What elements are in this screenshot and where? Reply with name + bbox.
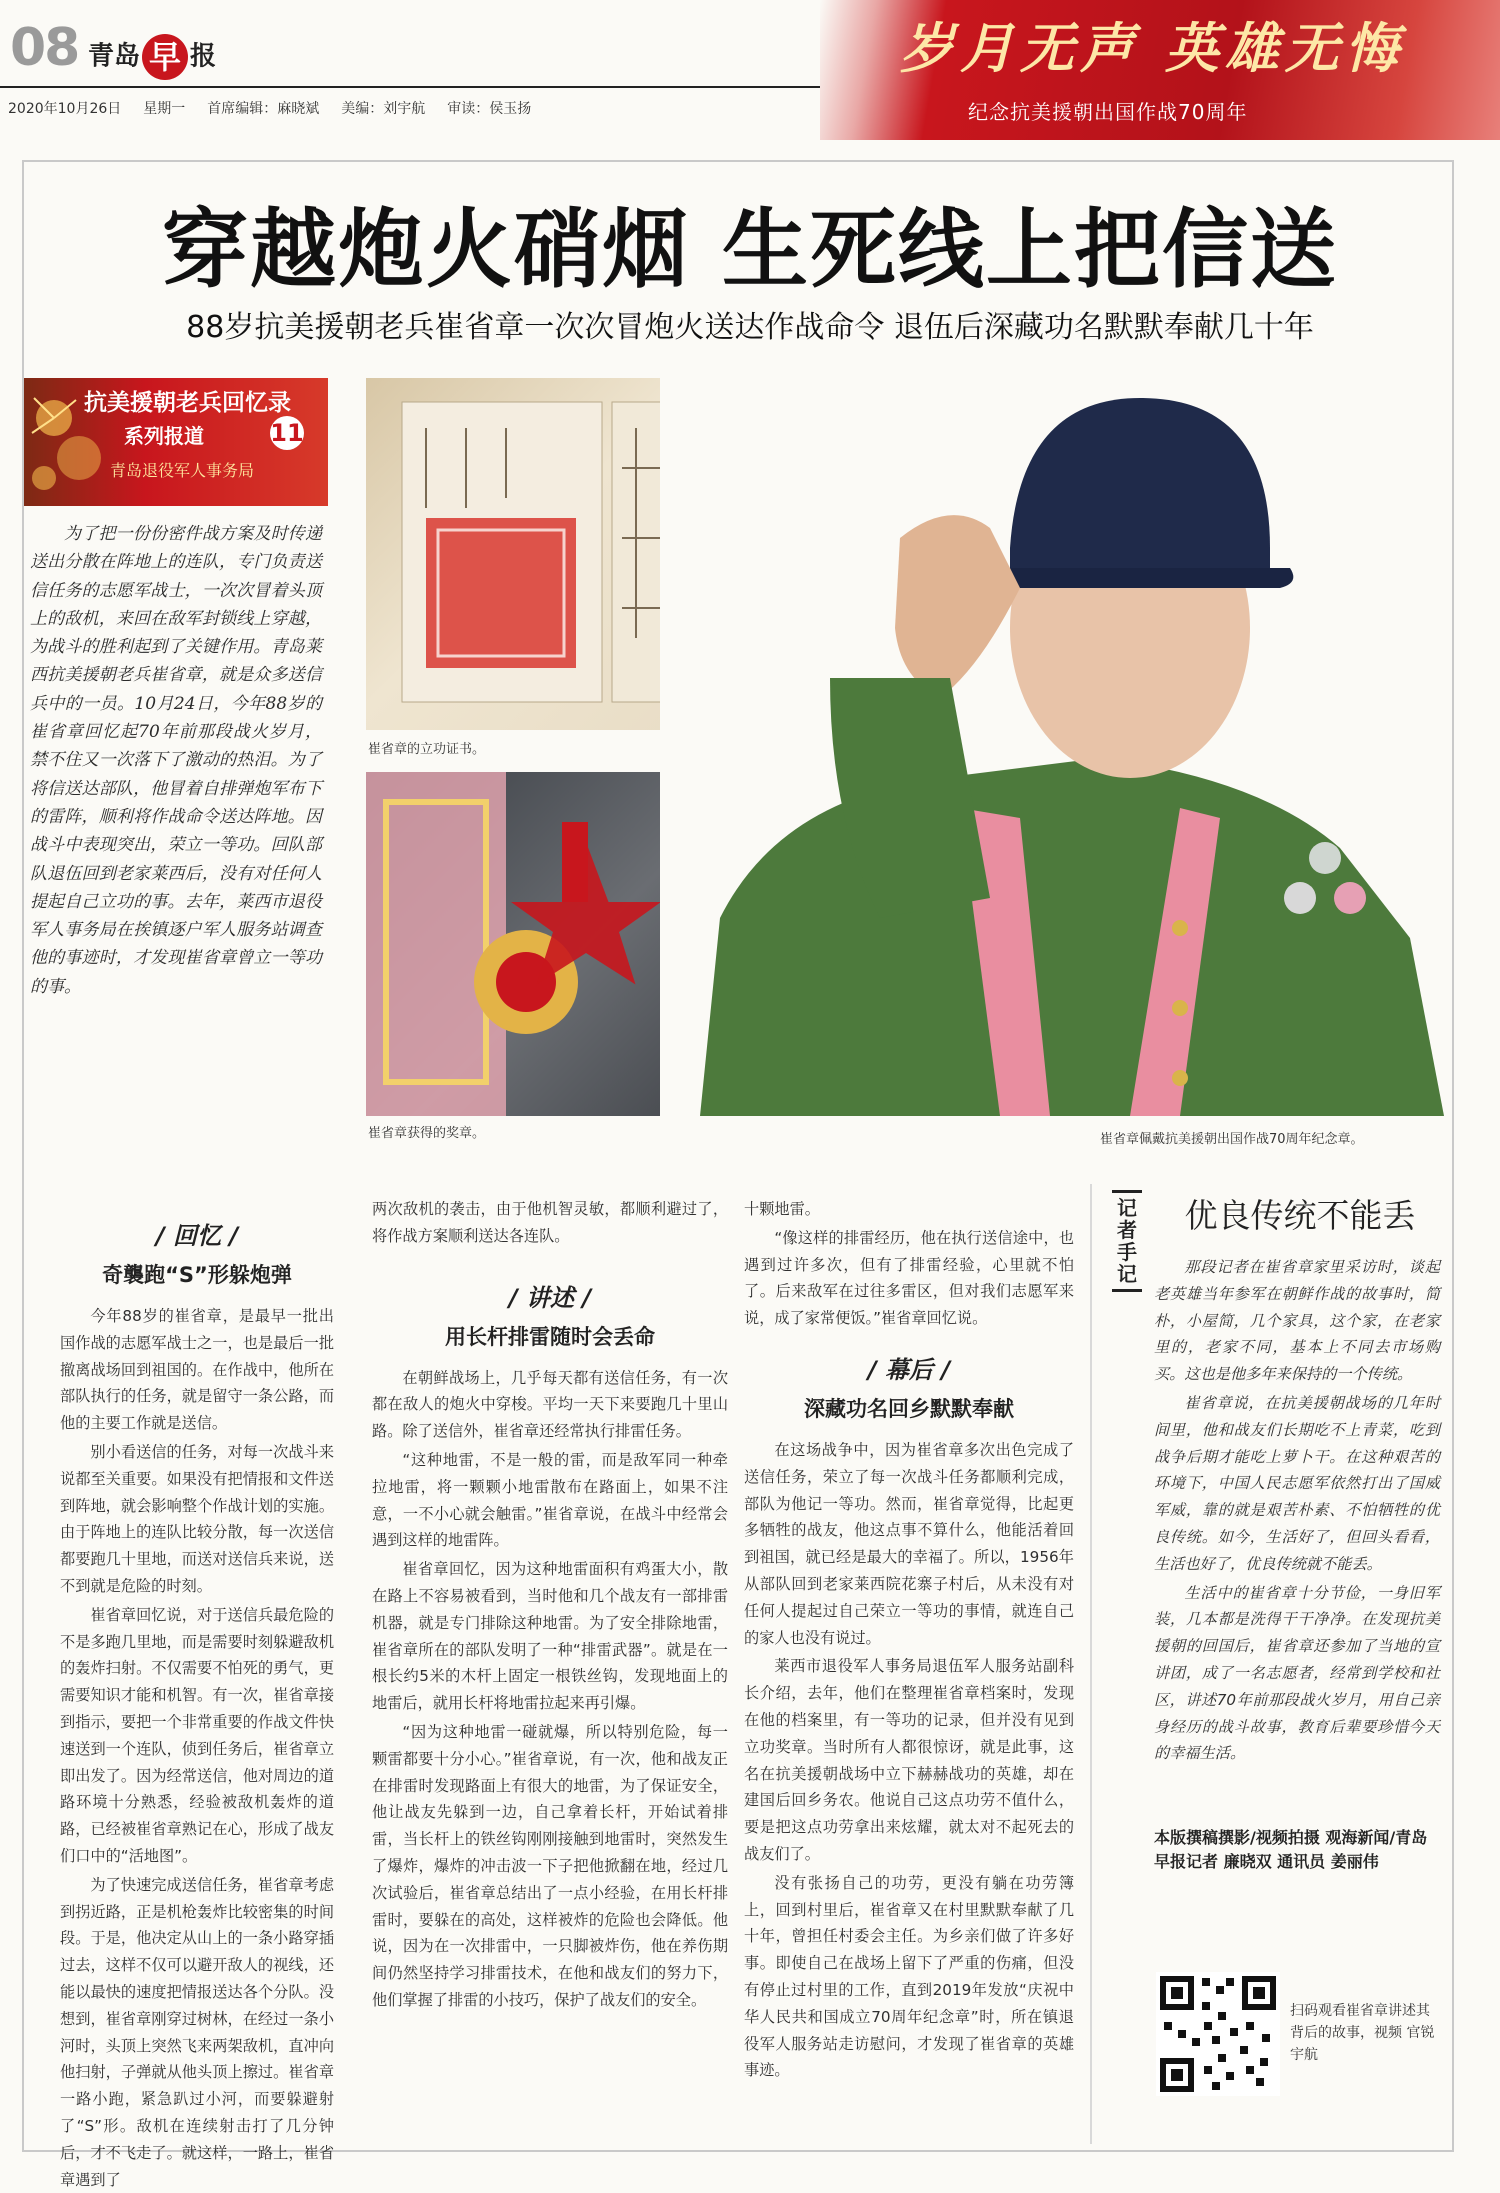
column-divider bbox=[1090, 1184, 1092, 2144]
intro-text: 为了把一份份密件战方案及时传递送出分散在阵地上的连队，专门负责送信任务的志愿军战士，一次次冒着头顶上的敌机，来回在敌军封锁线上穿越，为战斗的胜利起到了关键作用。青岛莱西抗美援朝老兵崔省章，就是众多送信兵中的一员。10月24日，今年88岁的崔省章回忆起70年前那段战火岁月，禁不住又一次落下了激动的热泪。为了将信送达部队，他冒着自排弹炮军布下的雷阵，顺利将作战命令送达阵地。因战斗中表现突出，荣立一等功。回队部队退伍回到老家莱西后，没有对任何人提起自己立功的事。去年，莱西市退役军人事务局在挨镇逐户军人服务站调查他的事迹时，才发现崔省章曾立一等功的事。 bbox=[30, 524, 322, 997]
subheadline: 88岁抗美援朝老兵崔省章一次次冒炮火送达作战命令 退伍后深藏功名默默奉献几十年 bbox=[186, 310, 1314, 345]
section-behind-lead: 十颗地雷。 bbox=[744, 1200, 820, 1218]
section-behind-para: 在这场战争中，因为崔省章多次出色完成了送信任务，荣立了每一次战斗任务都顺利完成，部队为他记一等功。然而，崔省章觉得，比起更多牺牲的战友，他这点事不算什么，他能活着回到祖国，就已经是最大的幸福了。所以，1956年从部队回到老家莱西院花寨子村后，从未没有对任何人提起过自己荣立一等功的事情，就连自己的家人也没有说过。 bbox=[744, 1440, 1074, 1647]
paper-name-part-a: 青岛 bbox=[88, 41, 141, 72]
section-behind-title: 深藏功名回乡默默奉献 bbox=[804, 1396, 1014, 1421]
headline: 穿越炮火硝烟 生死线上把信送 bbox=[162, 200, 1338, 300]
masthead-rule bbox=[0, 86, 830, 88]
series-title: 抗美援朝老兵回忆录 bbox=[84, 390, 291, 416]
paper-name-logo-char: 早 bbox=[142, 34, 188, 80]
section-behind-scenes bbox=[744, 1196, 1074, 2146]
reporter-note-para: 生活中的崔省章十分节俭，一身旧军装，几本都是洗得干干净净。在发现抗美援朝的回国后，崔省章还参加了当地的宣讲团，成了一名志愿者，经常到学校和社区，讲述70年前那段战火岁月，用自己亲身经历的战斗故事，教育后辈要珍惜今天的幸福生活。 bbox=[1154, 1583, 1440, 1763]
series-number: 11 bbox=[270, 416, 304, 450]
qr-caption: 扫码观看崔省章讲述其背后的故事，视频 官锐 宇航 bbox=[1290, 2003, 1435, 2063]
intro-paragraph bbox=[30, 520, 322, 1150]
issue-date: 2020年10月26日 bbox=[8, 101, 122, 117]
banner-title: 岁月无声 英雄无悔 bbox=[900, 16, 1405, 80]
veteran-image bbox=[660, 378, 1444, 1116]
reporter-note-tag: 记者手记 bbox=[1112, 1190, 1142, 1292]
photo-credits: 本版撰稿撰影/视频拍摄 观海新闻/青岛早报记者 廉晓双 通讯员 姜丽伟 bbox=[1154, 1828, 1428, 1871]
qr-code-icon bbox=[1156, 1972, 1280, 2096]
veteran-caption: 崔省章佩戴抗美援朝出国作战70周年纪念章。 bbox=[1100, 1132, 1364, 1147]
section-narrative-tag: / 讲述 / bbox=[508, 1283, 592, 1312]
section-behind-head bbox=[744, 1350, 1074, 1423]
series-org: 青岛退役军人事务局 bbox=[110, 461, 255, 480]
section-narrative-para: “这种地雷，不是一般的雷，而是敌军同一种牵拉地雷，将一颗颗小地雷散布在路面上，如果不注意，一不小心就会触雷。”崔省章说，在战斗中经常会遇到这样的地雷阵。 bbox=[372, 1450, 728, 1550]
editor-credit: 首席编辑：麻晓斌 bbox=[207, 101, 320, 117]
section-memory bbox=[60, 1216, 334, 2189]
issue-weekday: 星期一 bbox=[143, 101, 186, 117]
paper-name bbox=[88, 34, 216, 80]
section-narrative-para: 在朝鲜战场上，几乎每天都有送信任务，有一次都在敌人的炮火中穿梭。平均一天下来要跑几十里山路。除了送信外，崔省章还经常执行排雷任务。 bbox=[372, 1368, 728, 1441]
dateline bbox=[8, 98, 553, 118]
designer-credit: 美编：刘宇航 bbox=[341, 101, 426, 117]
veteran-salute-photo bbox=[660, 378, 1444, 1116]
section-memory-title: 奇襲跑“S”形躲炮弹 bbox=[102, 1263, 292, 1287]
section-narrative-para: 崔省章回忆，因为这种地雷面积有鸡蛋大小，散在路上不容易被看到，当时他和几个战友有一部排雷机器，就是专门排除这种地雷。为了安全排除地雷，崔省章所在的部队发明了一种“排雷武器”。就是在一根长约5米的木杆上固定一根铁丝钩，发现地面上的地雷后，就用长杆将地雷拉起来再引爆。 bbox=[372, 1560, 728, 1713]
section-memory-para: 崔省章回忆说，对于送信兵最危险的不是多跑几里地，而是需要时刻躲避敌机的轰炸扫射。不仅需要不怕死的勇气，更需要知识才能和机智。有一次，崔省章接到指示，要把一个非常重要的作战文件快速送到一个连队，侦到任务后，崔省章立即出发了。因为经常送信，他对周边的道路环境十分熟悉，经验被敌机轰炸的道路，已经被崔省章熟记在心，形成了战友们口中的“活地图”。 bbox=[60, 1605, 334, 1865]
reporter-note bbox=[1154, 1254, 1440, 1814]
section-memory-para: 为了快速完成送信任务，崔省章考虑到拐近路，正是机枪轰炸比较密集的时间段。于是，他决定从山上的一条小路穿插过去，这样不仅可以避开敌人的视线，还能以最快的速度把情报送达各个分队。没想到，崔省章刚穿过树林，在经过一条小河时，头顶上突然飞来两架敌机，直冲向他扫射，子弹就从他头顶上擦过。崔省章一路小跑，紧急趴过小河，而要躲避射了“S”形。敌机在连续射击打了几分钟后，才不飞走了。就这样，一路上，崔省章遇到了 bbox=[60, 1875, 334, 2189]
series-badge bbox=[24, 378, 328, 506]
section-narrative-para: “因为这种地雷一碰就爆，所以特别危险，每一颗雷都要十分小心。”崔省章说，有一次，他和战友正在排雷时发现路面上有很大的地雷，为了保证安全，他让战友先躲到一边，自己拿着长杆，开始试着排雷，当长杆上的铁丝钩刚刚接触到地雷时，突然发生了爆炸，爆炸的冲击波一下子把他掀翻在地，经过几次试验后，崔省章总结出了一点小经验，在用长杆排雷时，要躲在的高处，这样被炸的危险也会降低。他说，因为在一次排雷中，一只脚被炸伤，他在养伤期间仍然坚持学习排雷技术，在他和战友们的努力下，他们掌握了排雷的小技巧，保护了战友们的安全。 bbox=[372, 1722, 728, 2009]
section-narrative-title: 用长杆排雷随时会丢命 bbox=[445, 1324, 655, 1349]
reporter-note-para: 崔省章说，在抗美援朝战场的几年时间里，他和战友们长期吃不上青菜，吃到战争后期才能吃上萝卜干。在这种艰苦的环境下，中国人民志愿军依然打出了国威军威，靠的就是艰苦朴素、不怕牺牲的优良传统。如今，生活好了，但回头看看，生活也好了，优良传统就不能丢。 bbox=[1154, 1393, 1440, 1573]
reporter-note-title: 优良传统不能丢 bbox=[1184, 1196, 1416, 1235]
banner-subtitle: 纪念抗美援朝出国作战70周年 bbox=[968, 100, 1248, 124]
section-memory-head bbox=[60, 1216, 334, 1289]
section-memory-para: 别小看送信的任务，对每一次战斗来说都至关重要。如果没有把情报和文件送到阵地，就会影响整个作战计划的实施。由于阵地上的连队比较分散，每一次送信都要跑几十里地，而送对送信兵来说，送不到就是危险的时刻。 bbox=[60, 1442, 334, 1595]
section-behind-para: 没有张扬自己的功劳，更没有躺在功劳簿上，回到村里后，崔省章又在村里默默奉献了几十年，曾担任村委会主任。为乡亲们做了许多好事。即使自己在战场上留下了严重的伤痛，但没有停止过村里的工作，直到2019年发放“庆祝中华人民共和国成立70周年纪念章”时，所在镇退役军人服务站走访慰问，才发现了崔省章的英雄事迹。 bbox=[744, 1873, 1074, 2080]
reporter-note-para: 那段记者在崔省章家里采访时，谈起老英雄当年参军在朝鲜作战的故事时，简朴，小屋简，几个家具，这个家，在老家里的，老家不同，基本上不同去市场购买。这也是他多年来保持的一个传统。 bbox=[1154, 1258, 1440, 1384]
certificate-caption: 崔省章的立功证书。 bbox=[368, 742, 486, 757]
proofreader-credit: 审读：侯玉扬 bbox=[447, 101, 532, 117]
medals-caption: 崔省章获得的奖章。 bbox=[368, 1126, 486, 1141]
section-memory-para: 今年88岁的崔省章，是最早一批出国作战的志愿军战士之一，也是最后一批撤离战场回到祖国的。在作战中，他所在部队执行的任务，就是留守一条公路，而他的主要工作就是送信。 bbox=[60, 1307, 334, 1433]
paper-name-part-b: 报 bbox=[190, 41, 217, 72]
section-behind-tag: / 幕后 / bbox=[867, 1355, 951, 1384]
section-behind-para: “像这样的排雷经历，他在执行送信途中，也遇到过许多次，但有了排雷经验，心里就不怕了。后来敌军在过往多雷区，但对我们志愿军来说，成了家常便饭。”崔省章回忆说。 bbox=[744, 1228, 1074, 1328]
page-number: 08 bbox=[10, 18, 79, 78]
qr-code[interactable] bbox=[1156, 1972, 1280, 2096]
series-label: 系列报道 bbox=[124, 424, 204, 448]
section-narrative-head bbox=[372, 1278, 728, 1351]
section-memory-tag: / 回忆 / bbox=[155, 1222, 239, 1250]
section-narrative bbox=[372, 1196, 728, 2146]
section-narrative-lead: 两次敌机的袭击，由于他机智灵敏，都顺利避过了，将作战方案顺利送达各连队。 bbox=[372, 1200, 728, 1245]
section-behind-para: 莱西市退役军人事务局退伍军人服务站副科长介绍，去年，他们在整理崔省章档案时，发现在他的档案里，有一等功的记录，但并没有见到立功奖章。当时所有人都很惊讶，就是此事，这名在抗美援朝战场中立下赫赫战功的英雄，却在建国后回乡务农。他说自己这点功劳不值什么，要是把这点功劳拿出来炫耀，就太对不起死去的战友们了。 bbox=[744, 1657, 1074, 1863]
